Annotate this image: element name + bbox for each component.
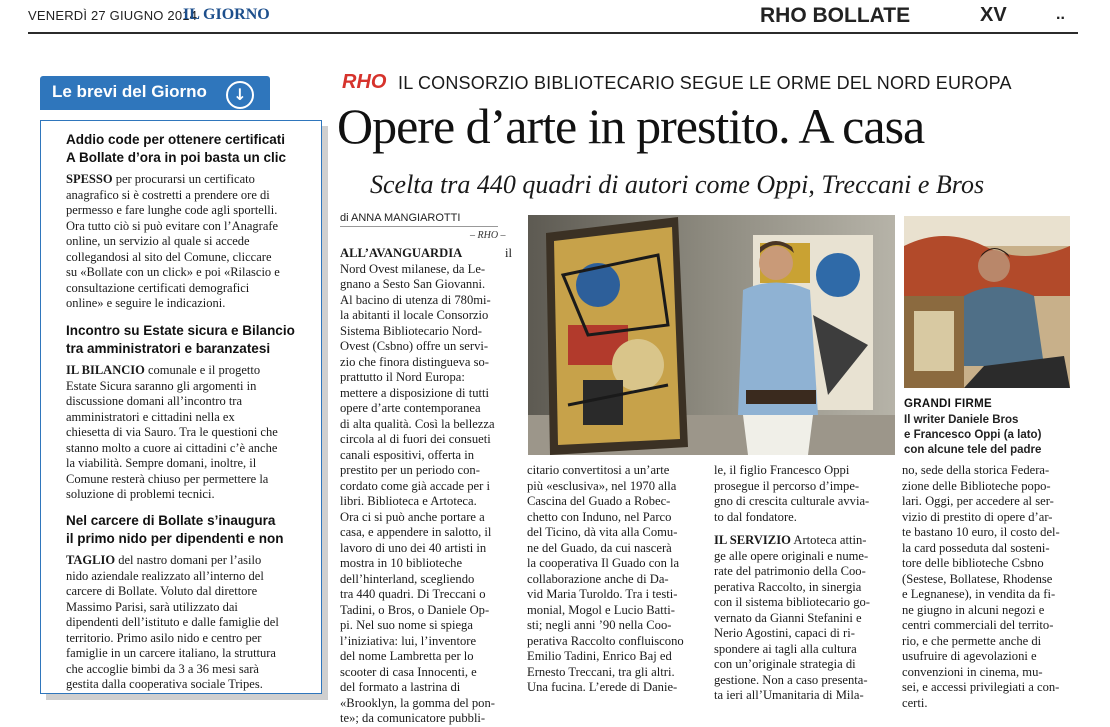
sidebar-tab-label: Le brevi del Giorno — [52, 82, 207, 101]
page-number: XV — [980, 4, 1007, 26]
kicker-place: RHO — [342, 71, 387, 93]
brief-body: TAGLIO del nastro domani per l’asilo nido aziendale realizzato all’interno del carcere di Bollate. Voluto dal direttore Massimo Parisi, sarà utilizzato dai dipendenti dell’istituto e dalle famiglie del territorio. Primo asilo nido e centro per famiglie in un carcere italiano, la struttura che accoglie bimbi da 3 a 36 mesi sarà gestita dalla cooperativa sociale Tripes. — [66, 553, 279, 691]
headline: Opere d’arte in prestito. A casa — [337, 98, 925, 154]
page-date: VENERDÌ 27 GIUGNO 2014 — [28, 8, 198, 23]
byline: di ANNA MANGIAROTTI — [340, 212, 461, 224]
side-photo — [904, 216, 1070, 388]
subheadline: Scelta tra 440 quadri di autori come Oppi, Treccani e Bros — [370, 170, 985, 199]
dateline: – RHO – — [470, 230, 506, 241]
photo-caption-title: GRANDI FIRME — [904, 398, 992, 410]
header-rule — [28, 32, 1078, 34]
main-photo — [528, 215, 895, 455]
side-photo-image — [904, 216, 1070, 388]
article-column-1: ALL’AVANGUARDIA il Nord Ovest milanese, da Le- gnano a Sesto San Giovanni. Al bacino di utenza di 780mi- la abitanti il locale Consorzio Sistema Bibliotecario Nord- Ovest (Csbno) offre un servi- zio che finora distingueva so- prattutto il Nord Europa: mettere a disposizione di tutti opere d’arte contemporanea di alta qualità. Così la bellezza circola al di fuori dei consueti canali espositivi, offerta in prestito per un periodo con- cordato come già accade per i libri. Biblioteca e Artoteca. Ora ci si può anche portare a casa, e appendere in salotto, il lavoro di uno dei 40 artisti in mostra in 10 biblioteche dell’hinterland, scegliendo tra 440 quadri. Di Treccani o Tadini, o Bros, o Daniele Op- pi. Nel suo nome si spiega l’iniziativa: lui, l’inventore del nome Lambretta per lo scooter di casa Innocenti, e del formato a lastrina di «Brooklyn, la gomma del pon- te»; da comunicatore pubbli- — [340, 246, 512, 725]
article-column-2: citario convertitosi a un’arte più «esclusiva», nel 1970 alla Cascina del Guado a Robec- chetto con Induno, nel Parco del Ticino, dà vita alla Comu- ne del Guado, da cui nascerà la cooperativa Il Guado con la collaborazione anche di Da- vid Maria Turoldo. Tra i testi- monial, Mogol e Lucio Batti- sti; negli anni ’90 nella Coo- perativa Raccolto confluiscono Emilio Tadini, Enrico Baj ed Ernesto Treccani, tra gli altri. Una fucina. L’erede di Danie- — [527, 463, 684, 694]
brief-body: IL BILANCIO comunale e il progetto Estate Sicura saranno gli argomenti in discussione domani all’incontro tra amministratori e cittadini nella ex chiesetta di via Sauro. Tra le questioni che stanno molto a cuore ai cittadini c’è anche la viabilità. Sempre domani, inoltre, il Comune resterà chiuso per permettere la soluzione di problemi tecnici. — [66, 363, 278, 501]
brief-body: SPESSO per procurarsi un certificato anagrafico si è costretti a prendere ore di permesso e fare lunghe code agli sportelli. Ora tutto ciò si può evitare con l’Anagrafe online, un servizio al quale si accede collegandosi al sito del Comune, cliccare su «Bollate con un click» e poi «Rilascio e consultazione certificati demografici online» e seguire le indicazioni. — [66, 172, 280, 310]
kicker-text: IL CONSORZIO BIBLIOTECARIO SEGUE LE ORME DEL NORD EUROPA — [398, 73, 1012, 93]
header-dots: .. — [1056, 6, 1065, 23]
brief-title: Incontro su Estate sicura e Bilancio tra amministratori e baranzatesi — [66, 323, 295, 356]
arrow-down-icon: ↓ — [226, 81, 254, 109]
brief-3 — [66, 512, 312, 693]
brief-1 — [66, 131, 312, 312]
byline-rule — [340, 226, 498, 227]
brief-title: Addio code per ottenere certificati A Bollate d’ora in poi basta un clic — [66, 132, 287, 165]
photo-caption: Il writer Daniele Bros e Francesco Oppi (a lato) con alcune tele del padre — [904, 414, 1042, 456]
section-title: RHO BOLLATE — [760, 4, 911, 27]
brief-2 — [66, 322, 312, 503]
article-column-3: le, il figlio Francesco Oppi prosegue il percorso d’impe- gno di crescita culturale avvia- to dal fondatore. IL SERVIZIO Artoteca attin- ge alle opere originali e nume- rate del patrimonio della Coo- perativa Raccolto, in sinergia con il sistema bibliotecario go- vernato da Gianni Stefanini e Nerio Agostini, capaci di ri- spondere ai tagli alla cultura con un’originale strategia di gestione. Non a caso presenta- ta ieri all’Umanitaria di Mila- — [714, 463, 870, 702]
brief-title: Nel carcere di Bollate s’inaugura il primo nido per dipendenti e non — [66, 513, 284, 546]
main-photo-image — [528, 215, 895, 455]
newspaper-logo: IL GIORNO — [183, 6, 270, 23]
article-column-4: no, sede della storica Federa- zione delle Biblioteche popo- lari. Oggi, per accedere al ser- vizio di prestito di opere d’ar- te bastano 10 euro, il costo del- la card posseduta dal sosteni- tore delle biblioteche Csbno (Sestese, Bollatese, Rhodense e Legnanese), in vendita da fi- ne giugno in alcuni negozi e centri commerciali del territo- rio, e che permette anche di usufruire di agevolazioni e convenzioni in cinema, mu- sei, e accessi privilegiati a con- certi. — [902, 463, 1060, 710]
